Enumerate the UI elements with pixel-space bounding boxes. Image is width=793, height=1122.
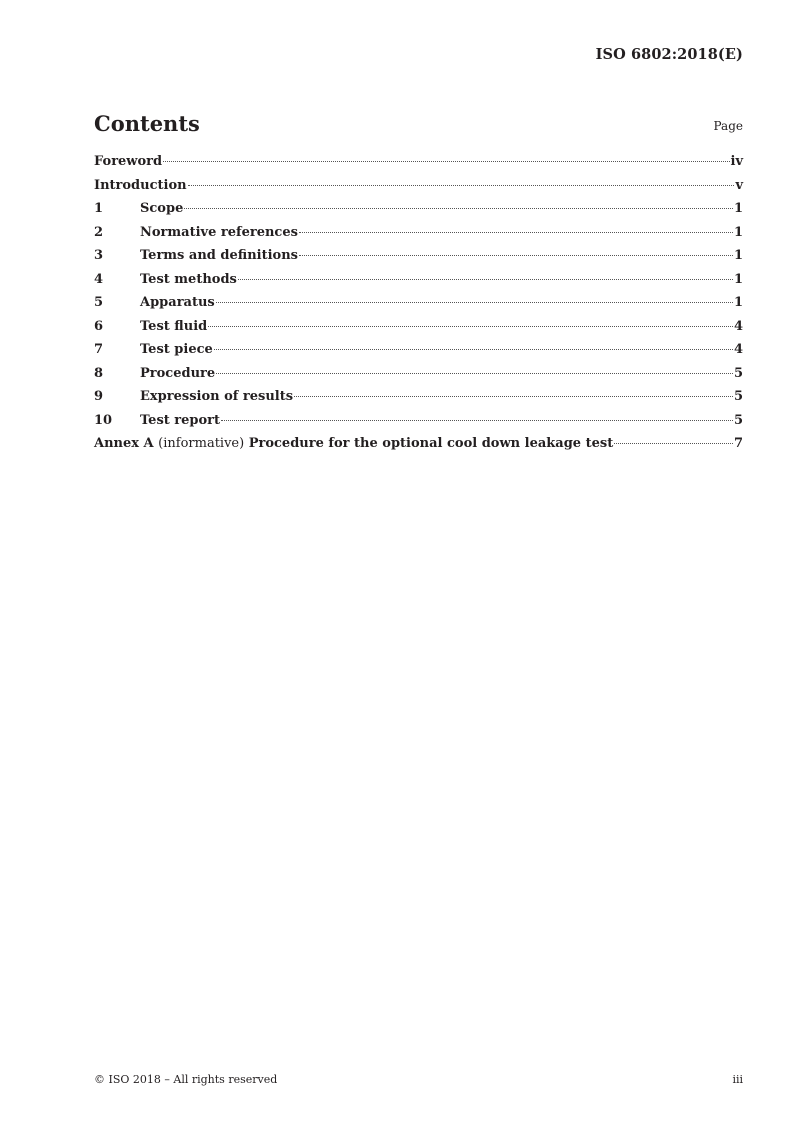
page-column-label: Page (713, 119, 743, 133)
toc-entry-foreword[interactable] (94, 154, 743, 178)
toc-entry-page: 4 (733, 342, 743, 357)
toc-entry-title: Test fluid (140, 318, 208, 334)
toc-entry-page: 1 (733, 271, 743, 287)
toc-entry-scope[interactable] (94, 201, 743, 225)
toc-entry-number: 9 (94, 389, 104, 404)
toc-entry-apparatus[interactable] (94, 295, 743, 319)
footer-copyright: © ISO 2018 – All rights reserved (94, 1073, 278, 1086)
toc-entry-title: Terms and definitions (140, 248, 298, 263)
toc-entry-expression-of-results[interactable] (94, 389, 743, 413)
toc-annex-heading (94, 436, 613, 451)
toc-entry-test-report[interactable] (94, 413, 743, 437)
toc-entry-title: Procedure (140, 365, 216, 381)
toc-entry-test-methods[interactable] (94, 272, 743, 296)
toc-entry-title: Test report (140, 412, 221, 428)
toc-entry-title: Test methods (140, 271, 237, 287)
toc-entry-page: 5 (733, 389, 743, 404)
toc-entry-title: Test piece (140, 342, 213, 357)
toc-entry-number: 10 (94, 412, 113, 428)
toc-dot-leader (163, 161, 729, 162)
toc-entry-page: v (735, 177, 743, 193)
toc-dot-leader (214, 349, 733, 350)
toc-entry-number: 2 (94, 224, 104, 240)
toc-entry-procedure[interactable] (94, 366, 743, 390)
toc-dot-leader (216, 302, 733, 303)
toc-entry-number: 6 (94, 318, 104, 334)
toc-dot-leader (238, 279, 733, 280)
toc-entry-number: 3 (94, 248, 104, 263)
toc-entry-terms-and-definitions[interactable] (94, 248, 743, 272)
toc-entry-page: 4 (733, 318, 743, 334)
toc-entry-normative-references[interactable] (94, 225, 743, 249)
toc-dot-leader (294, 396, 733, 397)
toc-dot-leader (299, 255, 733, 256)
toc-entry-number: 8 (94, 365, 104, 381)
running-header-document-id: ISO 6802:2018(E) (595, 46, 743, 63)
toc-dot-leader (208, 326, 733, 327)
toc-entry-page: 5 (733, 412, 743, 428)
toc-entry-introduction[interactable] (94, 178, 743, 202)
toc-entry-number: 7 (94, 342, 104, 357)
contents-title: Contents (94, 111, 200, 136)
toc-dot-leader (299, 232, 733, 233)
toc-entry-title: Foreword (94, 154, 163, 169)
toc-annex-qualifier: (informative) (158, 436, 245, 451)
toc-entry-page: iv (730, 154, 743, 169)
footer-page-number: iii (732, 1073, 743, 1086)
toc-entry-annex-a[interactable] (94, 436, 743, 460)
toc-dot-leader (216, 373, 733, 374)
toc-entry-page: 1 (733, 248, 743, 263)
toc-dot-leader (184, 208, 733, 209)
toc-dot-leader (188, 185, 735, 186)
toc-entry-page: 1 (733, 295, 743, 310)
toc-annex-label: Annex A (94, 436, 154, 451)
toc-entry-number: 4 (94, 271, 104, 287)
toc-entry-title: Introduction (94, 177, 187, 193)
toc-annex-title: Procedure for the optional cool down leakage test (248, 436, 614, 451)
toc-entry-number: 5 (94, 295, 104, 310)
toc-entry-page: 1 (733, 201, 743, 216)
toc-entry-test-piece[interactable] (94, 342, 743, 366)
toc-entry-test-fluid[interactable] (94, 319, 743, 343)
toc-entry-page: 7 (733, 436, 743, 451)
toc-entry-page: 5 (733, 365, 743, 381)
toc-entry-title: Apparatus (140, 295, 215, 310)
toc-entry-number: 1 (94, 201, 104, 216)
table-of-contents (94, 154, 743, 460)
toc-dot-leader (221, 420, 733, 421)
toc-entry-page: 1 (733, 224, 743, 240)
toc-entry-title: Expression of results (140, 389, 294, 404)
toc-dot-leader (614, 443, 733, 444)
contents-heading-row (94, 111, 743, 141)
toc-entry-title: Scope (140, 201, 184, 216)
toc-entry-title: Normative references (140, 224, 298, 240)
